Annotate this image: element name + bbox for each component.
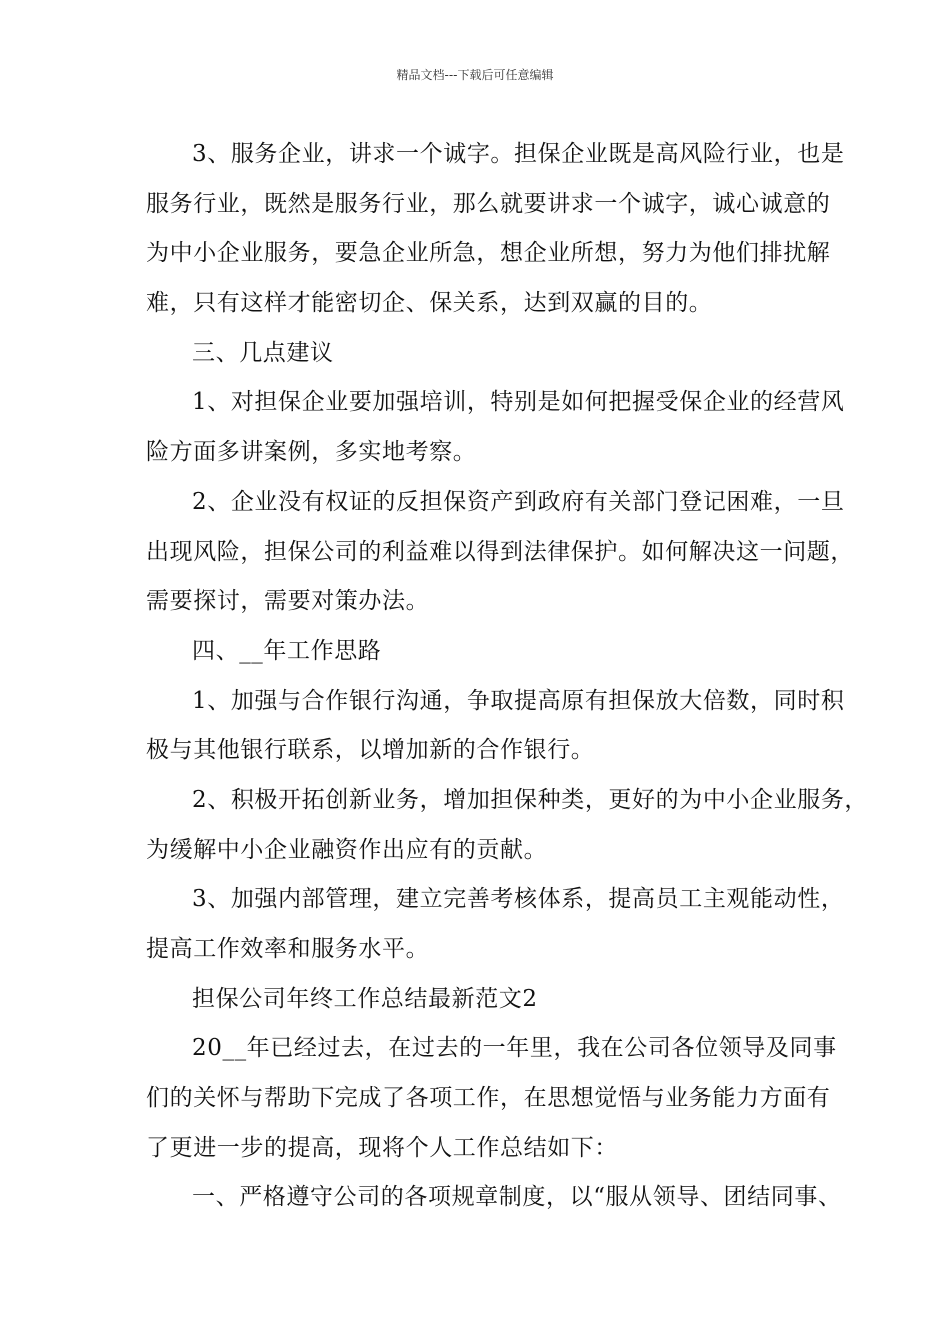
paragraph-line: 2、企业没有权证的反担保资产到政府有关部门登记困难，一旦 <box>192 488 845 515</box>
paragraph-line: 们的关怀与帮助下完成了各项工作，在思想觉悟与业务能力方面有 <box>146 1085 831 1112</box>
paragraph-line: 难，只有这样才能密切企、保关系，达到双赢的目的。 <box>146 290 713 317</box>
paragraph-line: 1、对担保企业要加强培训，特别是如何把握受保企业的经营风 <box>192 389 845 416</box>
paragraph-line: 20__年已经过去，在过去的一年里，我在公司各位领导及同事 <box>192 1035 837 1062</box>
document-subtitle: 担保公司年终工作总结最新范文2 <box>192 985 538 1012</box>
paragraph-line: 3、加强内部管理，建立完善考核体系，提高员工主观能动性， <box>192 886 845 913</box>
paragraph-line: 为中小企业服务，要急企业所急，想企业所想，努力为他们排扰解 <box>146 240 831 267</box>
section-heading: 三、几点建议 <box>192 339 334 366</box>
paragraph-line: 为缓解中小企业融资作出应有的贡献。 <box>146 836 548 863</box>
paragraph-line: 3、服务企业，讲求一个诚字。担保企业既是高风险行业，也是 <box>192 141 845 167</box>
paragraph-line: 一、严格遵守公司的各项规章制度，以“服从领导、团结同事、 <box>192 1184 842 1211</box>
paragraph-line: 1、加强与合作银行沟通，争取提高原有担保放大倍数，同时积 <box>192 687 845 714</box>
paragraph-line: 了更进一步的提高，现将个人工作总结如下： <box>146 1134 618 1161</box>
paragraph-line: 提高工作效率和服务水平。 <box>146 936 430 962</box>
paragraph-line: 极与其他银行联系，以增加新的合作银行。 <box>146 737 595 764</box>
paragraph-line: 2、积极开拓创新业务，增加担保种类，更好的为中小企业服务， <box>192 786 869 813</box>
section-heading: 四、__年工作思路 <box>192 637 382 664</box>
page-header: 精品文档---下载后可任意编辑 <box>396 68 554 82</box>
paragraph-line: 出现风险，担保公司的利益难以得到法律保护。如何解决这一问题， <box>146 538 854 565</box>
paragraph-line: 服务行业，既然是服务行业，那么就要讲求一个诚字，诚心诚意的 <box>146 190 831 217</box>
paragraph-line: 险方面多讲案例，多实地考察。 <box>146 439 477 466</box>
document-body <box>146 130 869 1223</box>
paragraph-line: 需要探讨，需要对策办法。 <box>146 588 430 615</box>
